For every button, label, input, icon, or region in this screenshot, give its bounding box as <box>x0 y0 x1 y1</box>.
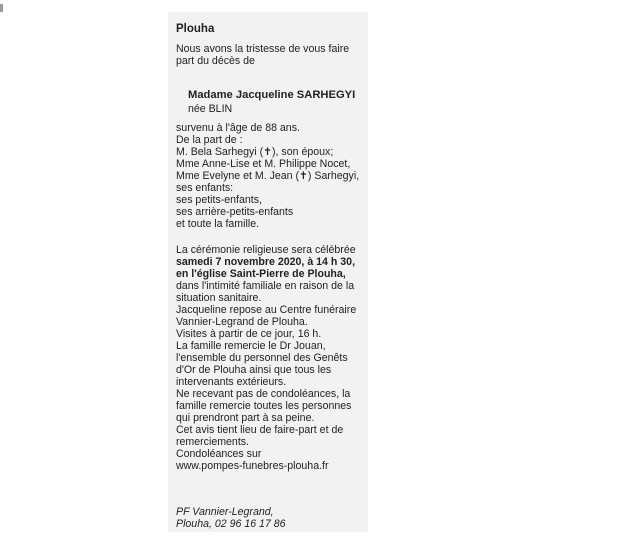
details-line: Cet avis tient lieu de faire-part et de <box>176 424 344 436</box>
website-link[interactable]: www.pompes-funebres-plouha.fr <box>176 460 329 472</box>
details-line: qui prendront part à sa peine. <box>176 412 315 424</box>
notice-town: Plouha <box>176 23 215 35</box>
family-line: Mme Anne-Lise et M. Philippe Nocet, <box>176 158 351 170</box>
signature-line: Plouha, 02 96 16 17 86 <box>176 518 286 530</box>
family-line: M. Bela Sarhegyi (✝), son époux; <box>176 146 334 158</box>
ceremony-text <box>176 244 356 472</box>
details-line: remerciements. <box>176 436 249 448</box>
ceremony-intro: La cérémonie religieuse sera célébrée <box>176 244 356 256</box>
family-line: De la part de : <box>176 134 243 146</box>
page-edge-mark <box>0 4 3 12</box>
details-line: intervenants extérieurs. <box>176 376 287 388</box>
deceased-name: Madame Jacqueline SARHEGYI <box>188 89 356 101</box>
details-line: l'ensemble du personnel des Genêts <box>176 352 348 364</box>
intro-line: part du décès de <box>176 55 255 67</box>
details-line: Condoléances sur <box>176 448 262 460</box>
family-line: et toute la famille. <box>176 218 260 230</box>
family-line: ses arrière-petits-enfants <box>176 206 294 218</box>
details-line: Visites à partir de ce jour, 16 h. <box>176 328 322 340</box>
ceremony-date: samedi 7 novembre 2020, à 14 h 30, <box>176 256 356 268</box>
details-line: Vannier-Legrand de Plouha. <box>176 316 308 328</box>
family-line: ses petits-enfants, <box>176 194 262 206</box>
details-line: famille remercie toutes les personnes <box>176 400 352 412</box>
details-line: d'Or de Plouha ainsi que tous les <box>176 364 332 376</box>
details-line: La famille remercie le Dr Jouan, <box>176 340 326 352</box>
family-line: ses enfants: <box>176 182 234 194</box>
intro-text <box>176 43 349 67</box>
details-line: Jacqueline repose au Centre funéraire <box>176 304 357 316</box>
details-line: Ne recevant pas de condoléances, la <box>176 388 351 400</box>
signature-line: PF Vannier-Legrand, <box>176 506 274 518</box>
details-line: dans l'intimité familiale en raison de la <box>176 280 355 292</box>
ceremony-place: en l'église Saint-Pierre de Plouha, <box>176 268 346 280</box>
family-line: Mme Evelyne et M. Jean (✝) Sarhegyi, <box>176 170 360 182</box>
birth-name: née BLIN <box>188 103 233 115</box>
family-text <box>176 122 359 230</box>
family-line: survenu à l'âge de 88 ans. <box>176 122 300 134</box>
intro-line: Nous avons la tristesse de vous faire <box>176 43 350 55</box>
signature <box>176 506 286 530</box>
obituary-notice <box>168 12 368 532</box>
details-line: situation sanitaire. <box>176 292 262 304</box>
